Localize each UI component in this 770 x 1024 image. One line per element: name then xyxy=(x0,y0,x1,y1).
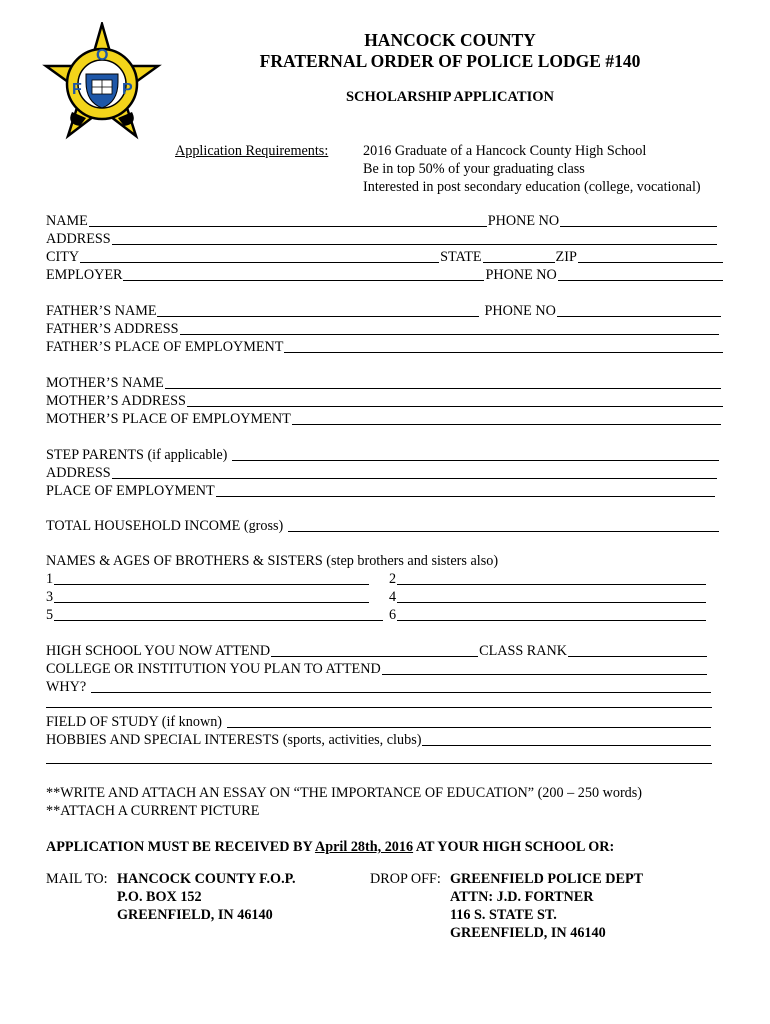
dropoff-line: GREENFIELD, IN 46140 xyxy=(450,925,606,941)
fop-star-logo xyxy=(42,22,162,142)
state-label: STATE xyxy=(440,249,482,265)
zip-input[interactable] xyxy=(578,249,723,263)
step-parents-label: STEP PARENTS (if applicable) xyxy=(46,447,228,463)
mother-name-input[interactable] xyxy=(165,375,721,389)
sibling-number: 5 xyxy=(46,607,54,623)
logo-letter-p: P xyxy=(122,81,133,98)
father-employment-input[interactable] xyxy=(284,339,723,353)
mother-employment-label: MOTHER’S PLACE OF EMPLOYMENT xyxy=(46,411,291,427)
step-address-row xyxy=(46,464,718,482)
sibling-number: 3 xyxy=(46,589,54,605)
field-of-study-label: FIELD OF STUDY (if known) xyxy=(46,714,223,730)
father-address-label: FATHER’S ADDRESS xyxy=(46,321,179,337)
logo-letter-o: O xyxy=(96,47,109,64)
applicant-address-row xyxy=(46,230,718,248)
siblings-label: NAMES & AGES OF BROTHERS & SISTERS (step brothers and sisters also) xyxy=(46,553,499,569)
sibling-input[interactable] xyxy=(54,607,383,621)
sibling-number: 2 xyxy=(389,571,397,587)
phone-label: PHONE NO xyxy=(487,213,560,229)
field-of-study-row xyxy=(46,713,712,731)
class-rank-input[interactable] xyxy=(568,643,707,657)
college-input[interactable] xyxy=(382,661,707,675)
deadline-suffix: AT YOUR HIGH SCHOOL OR: xyxy=(415,839,615,855)
mother-employment-input[interactable] xyxy=(292,411,721,425)
employer-phone-label: PHONE NO xyxy=(485,267,557,283)
mother-address-label: MOTHER’S ADDRESS xyxy=(46,393,186,409)
hobbies-row xyxy=(46,731,712,749)
high-school-input[interactable] xyxy=(271,643,478,657)
name-input[interactable] xyxy=(89,213,487,227)
father-phone-input[interactable] xyxy=(557,303,721,317)
hobbies-label: HOBBIES AND SPECIAL INTERESTS (sports, activities, clubs) xyxy=(46,732,422,748)
requirement-item: Interested in post secondary education (college, vocational) xyxy=(363,179,701,195)
why-input[interactable] xyxy=(91,679,711,693)
zip-label: ZIP xyxy=(555,249,577,265)
sibling-input[interactable] xyxy=(54,571,369,585)
father-name-row xyxy=(46,302,722,320)
father-phone-label: PHONE NO xyxy=(484,303,556,319)
income-label: TOTAL HOUSEHOLD INCOME (gross) xyxy=(46,518,284,534)
sibling-row xyxy=(46,570,370,588)
requirement-item: Be in top 50% of your graduating class xyxy=(363,161,585,177)
sibling-row xyxy=(46,588,370,606)
picture-note: **ATTACH A CURRENT PICTURE xyxy=(46,803,260,819)
sibling-number: 6 xyxy=(389,607,397,623)
phone-input[interactable] xyxy=(560,213,717,227)
name-label: NAME xyxy=(46,213,88,229)
hobbies-continuation-line[interactable] xyxy=(46,763,712,764)
field-of-study-input[interactable] xyxy=(227,714,711,728)
sibling-row xyxy=(46,606,384,624)
sibling-number: 4 xyxy=(389,589,397,605)
hobbies-input[interactable] xyxy=(422,732,711,746)
why-continuation-line[interactable] xyxy=(46,707,712,708)
father-employment-row xyxy=(46,338,724,356)
father-employment-label: FATHER’S PLACE OF EMPLOYMENT xyxy=(46,339,284,355)
high-school-label: HIGH SCHOOL YOU NOW ATTEND xyxy=(46,643,271,659)
employer-input[interactable] xyxy=(123,267,484,281)
city-input[interactable] xyxy=(80,249,439,263)
mail-line: HANCOCK COUNTY F.O.P. xyxy=(117,871,296,887)
title-county: HANCOCK COUNTY xyxy=(364,30,536,50)
sibling-row xyxy=(389,570,707,588)
employer-phone-input[interactable] xyxy=(558,267,723,281)
mother-address-input[interactable] xyxy=(187,393,723,407)
mail-line: P.O. BOX 152 xyxy=(117,889,202,905)
address-input[interactable] xyxy=(112,231,717,245)
mail-line: GREENFIELD, IN 46140 xyxy=(117,907,273,923)
father-name-input[interactable] xyxy=(157,303,479,317)
applicant-name-row xyxy=(46,212,718,230)
step-parents-input[interactable] xyxy=(232,447,719,461)
sibling-input[interactable] xyxy=(397,607,706,621)
city-label: CITY xyxy=(46,249,80,265)
step-employment-input[interactable] xyxy=(216,483,715,497)
mail-label: MAIL TO: xyxy=(46,871,108,887)
mother-name-row xyxy=(46,374,722,392)
essay-note: **WRITE AND ATTACH AN ESSAY ON “THE IMPORTANCE OF EDUCATION” (200 – 250 words) xyxy=(46,785,643,801)
applicant-employer-row xyxy=(46,266,724,284)
subtitle: SCHOLARSHIP APPLICATION xyxy=(345,89,554,105)
why-row xyxy=(46,678,712,696)
sibling-input[interactable] xyxy=(397,589,706,603)
mother-address-row xyxy=(46,392,724,410)
step-employment-label: PLACE OF EMPLOYMENT xyxy=(46,483,215,499)
logo-letter-f: F xyxy=(72,81,82,98)
income-row xyxy=(46,517,720,535)
college-row xyxy=(46,660,708,678)
why-label: WHY? xyxy=(46,679,87,695)
applicant-city-row xyxy=(46,248,724,266)
step-address-label: ADDRESS xyxy=(46,465,111,481)
title-lodge: FRATERNAL ORDER OF POLICE LODGE #140 xyxy=(259,51,641,71)
requirement-item: 2016 Graduate of a Hancock County High School xyxy=(363,143,647,159)
sibling-input[interactable] xyxy=(54,589,369,603)
mother-name-label: MOTHER’S NAME xyxy=(46,375,164,391)
dropoff-line: 116 S. STATE ST. xyxy=(450,907,557,923)
deadline-prefix: APPLICATION MUST BE RECEIVED BY xyxy=(46,839,313,855)
income-input[interactable] xyxy=(288,518,719,532)
sibling-row xyxy=(389,606,707,624)
high-school-row xyxy=(46,642,708,660)
deadline-line xyxy=(46,838,614,856)
deadline-date: April 28th, 2016 xyxy=(314,839,414,855)
step-address-input[interactable] xyxy=(112,465,717,479)
sibling-number: 1 xyxy=(46,571,54,587)
dropoff-label: DROP OFF: xyxy=(370,871,441,887)
sibling-row xyxy=(389,588,707,606)
father-address-row xyxy=(46,320,720,338)
employer-label: EMPLOYER xyxy=(46,267,123,283)
address-label: ADDRESS xyxy=(46,231,111,247)
mother-employment-row xyxy=(46,410,722,428)
father-address-input[interactable] xyxy=(180,321,719,335)
step-parents-row xyxy=(46,446,720,464)
step-employment-row xyxy=(46,482,716,500)
dropoff-line: GREENFIELD POLICE DEPT xyxy=(450,871,644,887)
state-input[interactable] xyxy=(483,249,555,263)
father-name-label: FATHER’S NAME xyxy=(46,303,157,319)
requirements-label: Application Requirements: xyxy=(175,143,329,159)
college-label: COLLEGE OR INSTITUTION YOU PLAN TO ATTEND xyxy=(46,661,381,677)
dropoff-line: ATTN: J.D. FORTNER xyxy=(450,889,594,905)
sibling-input[interactable] xyxy=(397,571,706,585)
class-rank-label: CLASS RANK xyxy=(479,643,568,659)
